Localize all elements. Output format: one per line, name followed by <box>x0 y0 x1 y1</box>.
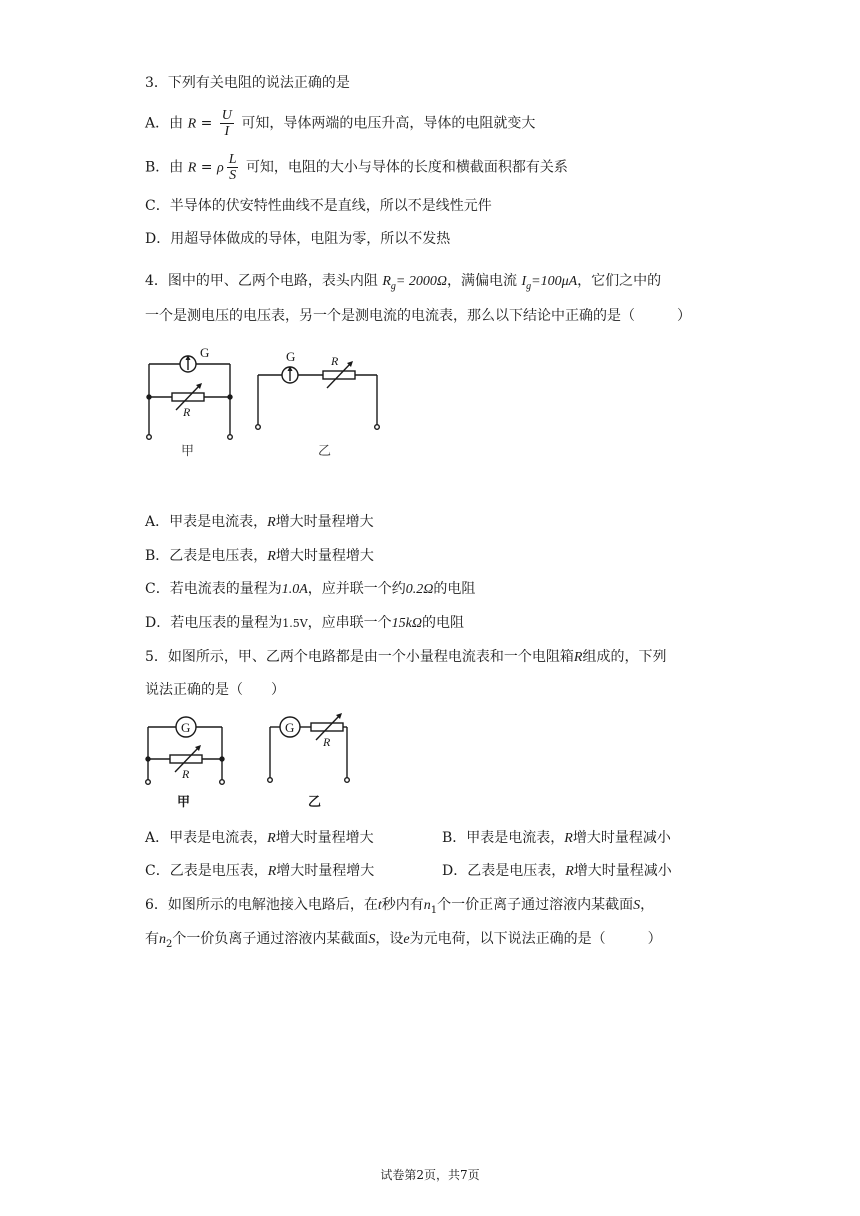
q3-stem: 3．下列有关电阻的说法正确的是 <box>145 75 350 91</box>
q5-circuit-figure <box>140 712 360 812</box>
fraction-u-over-i: $\frac{U}{I}$ <box>221 108 232 139</box>
q4-fig-jia-r: R <box>183 405 191 419</box>
q5-stem-line2: 说法正确的是（ ） <box>145 682 285 698</box>
q5-option-a: A．甲表是电流表，R增大时量程增大 <box>145 830 374 846</box>
q3-option-a: A．由 R = $\frac{U}{I}$ 可知，导体两端的电压升高，导体的电阻就变大 <box>145 108 536 139</box>
q5-fig-label-jia: 甲 <box>177 795 191 810</box>
q5-option-d: D．乙表是电压表，R增大时量程减小 <box>442 863 672 879</box>
q4-fig-yi-r: R <box>331 354 339 368</box>
q4-circuit-figure <box>140 340 390 465</box>
q5-option-b: B．甲表是电流表，R增大时量程减小 <box>442 830 671 846</box>
q5-stem-line1: 5．如图所示，甲、乙两个电路都是由一个小量程电流表和一个电阻箱R组成的，下列 <box>145 649 667 665</box>
fraction-l-over-s: $\frac{L}{S}$ <box>228 152 237 183</box>
q4-fig-jia-g: G <box>200 345 210 360</box>
q5-option-c: C．乙表是电压表，R增大时量程增大 <box>145 863 375 879</box>
q5-fig-yi-r: R <box>323 735 331 749</box>
q4-stem-line1: 4．图中的甲、乙两个电路，表头内阻 $R_g= 2000\Omega$，满偏电流 $I_g=100\mu A$，它们之中的 <box>145 273 662 292</box>
q5-fig-label-yi: 乙 <box>308 795 322 810</box>
q3-option-c: C．半导体的伏安特性曲线不是直线，所以不是线性元件 <box>145 198 492 214</box>
q6-stem-line2: 有$n_2$个一价负离子通过溶液内某截面S，设e为元电荷，以下说法正确的是（ ） <box>145 931 662 950</box>
q5-fig-yi-g: G <box>285 720 295 735</box>
q3-option-d: D．用超导体做成的导体，电阻为零，所以不发热 <box>145 231 451 247</box>
q3-option-b: B．由 R = ρ $\frac{L}{S}$ 可知，电阻的大小与导体的长度和横截面积都有关系 <box>145 152 568 183</box>
q5-fig-jia-r: R <box>182 767 190 781</box>
q4-fig-label-jia: 甲 <box>181 444 195 459</box>
q5-fig-jia-g: G <box>181 720 191 735</box>
q4-option-c: C．若电流表的量程为1.0A，应并联一个约0.2Ω的电阻 <box>145 581 476 597</box>
q4-option-d: D．若电压表的量程为1.5V，应串联一个15kΩ的电阻 <box>145 615 465 631</box>
q4-stem-line2: 一个是测电压的电压表，另一个是测电流的电流表，那么以下结论中正确的是（ ） <box>145 308 691 324</box>
q6-stem-line1: 6．如图所示的电解池接入电路后，在t秒内有$n_1$个一价正离子通过溶液内某截面S， <box>145 897 655 916</box>
q4-fig-yi-g: G <box>286 349 296 364</box>
q4-option-a: A．甲表是电流表，R增大时量程增大 <box>145 514 374 530</box>
q4-fig-label-yi: 乙 <box>318 444 332 459</box>
page-footer: 试卷第2页，共7页 <box>380 1168 480 1182</box>
q4-option-b: B．乙表是电压表，R增大时量程增大 <box>145 548 374 564</box>
